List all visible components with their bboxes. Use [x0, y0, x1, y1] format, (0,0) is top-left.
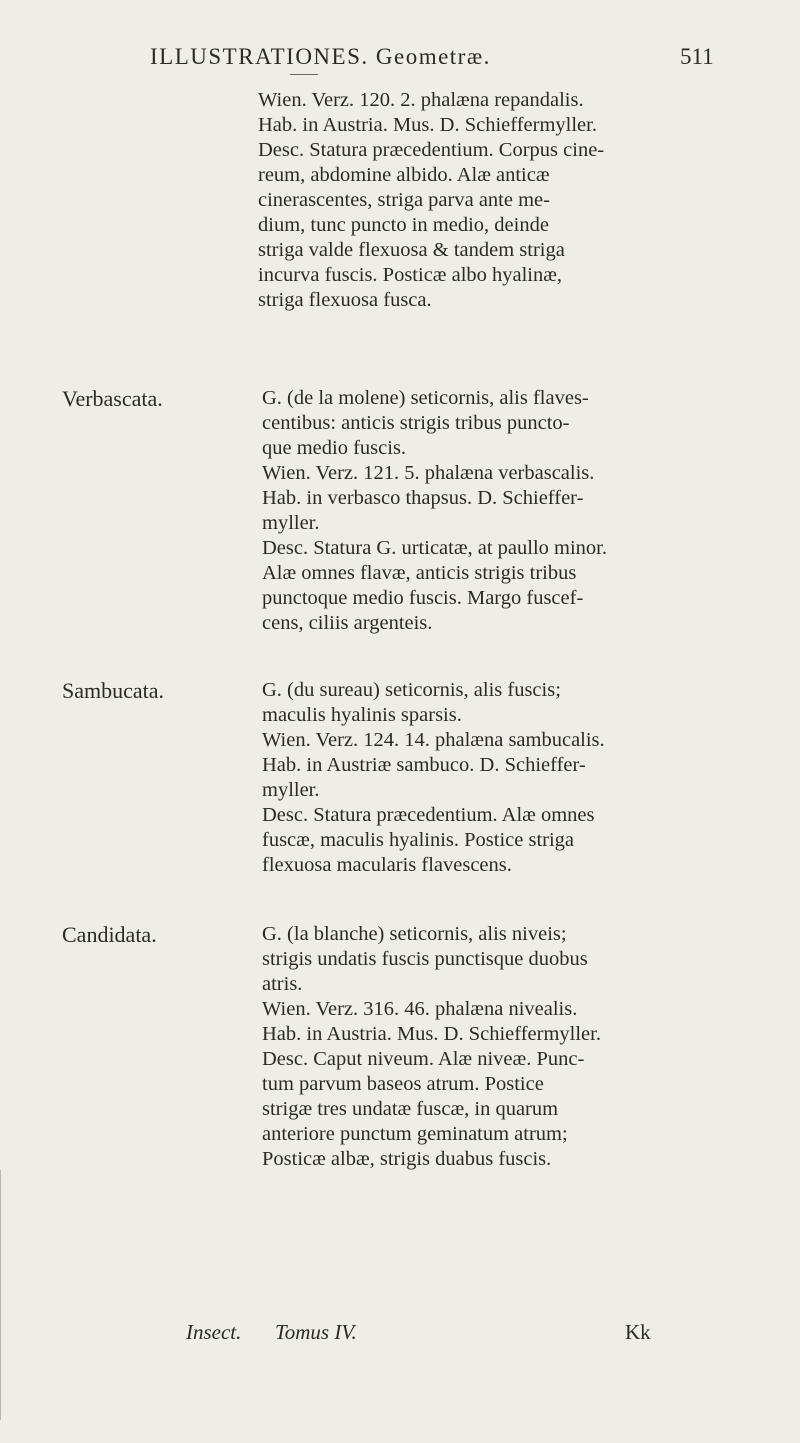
text-line: Wien. Verz. 121. 5. phalæna verbascalis. [262, 462, 595, 484]
text-line: Desc. Statura præcedentium. Alæ omnes [262, 804, 595, 826]
gutter-edge [0, 1170, 1, 1420]
entry-label: Verbascata. [62, 386, 163, 411]
entry-body [233, 88, 783, 313]
footer-volume: Tomus IV. [275, 1320, 357, 1344]
text-line: centibus: anticis strigis tribus puncto- [262, 412, 570, 434]
page-number: 511 [680, 44, 714, 69]
text-line: G. (du sureau) seticornis, alis fuscis; [262, 679, 561, 701]
running-head: ILLUSTRATIONES. Geometræ. [150, 44, 491, 69]
text-line: maculis hyalinis sparsis. [262, 704, 462, 726]
text-line: incurva fuscis. Posticæ albo hyalinæ, [258, 264, 563, 286]
text-line: Alæ omnes flavæ, anticis strigis tribus [262, 562, 577, 584]
text-line: fuscæ, maculis hyalinis. Postice striga [262, 829, 575, 851]
text-line: striga valde flexuosa & tandem striga [258, 239, 565, 261]
entry-body [262, 678, 800, 878]
text-line: Wien. Verz. 124. 14. phalæna sambucalis. [262, 729, 605, 751]
text-line: Desc. Statura G. urticatæ, at paullo minor. [262, 537, 608, 559]
text-line: myller. [262, 779, 320, 801]
text-line: Hab. in Austriæ sambuco. D. Schieffer- [262, 754, 586, 776]
text-line: Desc. Caput niveum. Alæ niveæ. Punc- [262, 1048, 585, 1070]
footer-signature: Insect. [186, 1320, 242, 1344]
text-line: que medio fuscis. [262, 437, 407, 459]
text-line: Hab. in Austria. Mus. D. Schieffermyller. [258, 114, 597, 136]
text-line: atris. [262, 973, 303, 995]
text-line: Hab. in Austria. Mus. D. Schieffermyller. [262, 1023, 601, 1045]
header-rule [290, 74, 318, 75]
text-line: flexuosa macularis flavescens. [262, 854, 512, 876]
text-line: Desc. Statura præcedentium. Corpus cine- [258, 139, 605, 161]
text-line: striga flexuosa fusca. [258, 289, 432, 311]
text-line: cinerascentes, striga parva ante me- [258, 189, 550, 211]
text-line: strigis undatis fuscis punctisque duobus [262, 948, 588, 970]
text-line: anteriore punctum geminatum atrum; [262, 1123, 568, 1145]
text-line: Hab. in verbasco thapsus. D. Schieffer- [262, 487, 584, 509]
text-line: reum, abdomine albido. Alæ anticæ [258, 164, 550, 186]
footer-gathering-mark: Kk [625, 1320, 651, 1344]
text-line: G. (de la molene) seticornis, alis flaves- [262, 387, 589, 409]
entry-body [262, 922, 800, 1172]
text-line: Wien. Verz. 120. 2. phalæna repandalis. [258, 89, 584, 111]
text-line: Wien. Verz. 316. 46. phalæna nivealis. [262, 998, 578, 1020]
entry-body [262, 386, 800, 636]
text-line: dium, tunc puncto in medio, deinde [258, 214, 549, 236]
page-footer [0, 1320, 800, 1350]
entry-label: Sambucata. [62, 678, 165, 703]
text-line: Posticæ albæ, strigis duabus fuscis. [262, 1148, 552, 1170]
text-line: G. (la blanche) seticornis, alis niveis; [262, 923, 567, 945]
text-line: myller. [262, 512, 320, 534]
text-line: tum parvum baseos atrum. Postice [262, 1073, 544, 1095]
text-line: punctoque medio fuscis. Margo fuscef- [262, 587, 584, 609]
text-line: cens, ciliis argenteis. [262, 612, 433, 634]
page-header [0, 44, 800, 84]
text-line: strigæ tres undatæ fuscæ, in quarum [262, 1098, 559, 1120]
entry-label: Candidata. [62, 922, 157, 947]
